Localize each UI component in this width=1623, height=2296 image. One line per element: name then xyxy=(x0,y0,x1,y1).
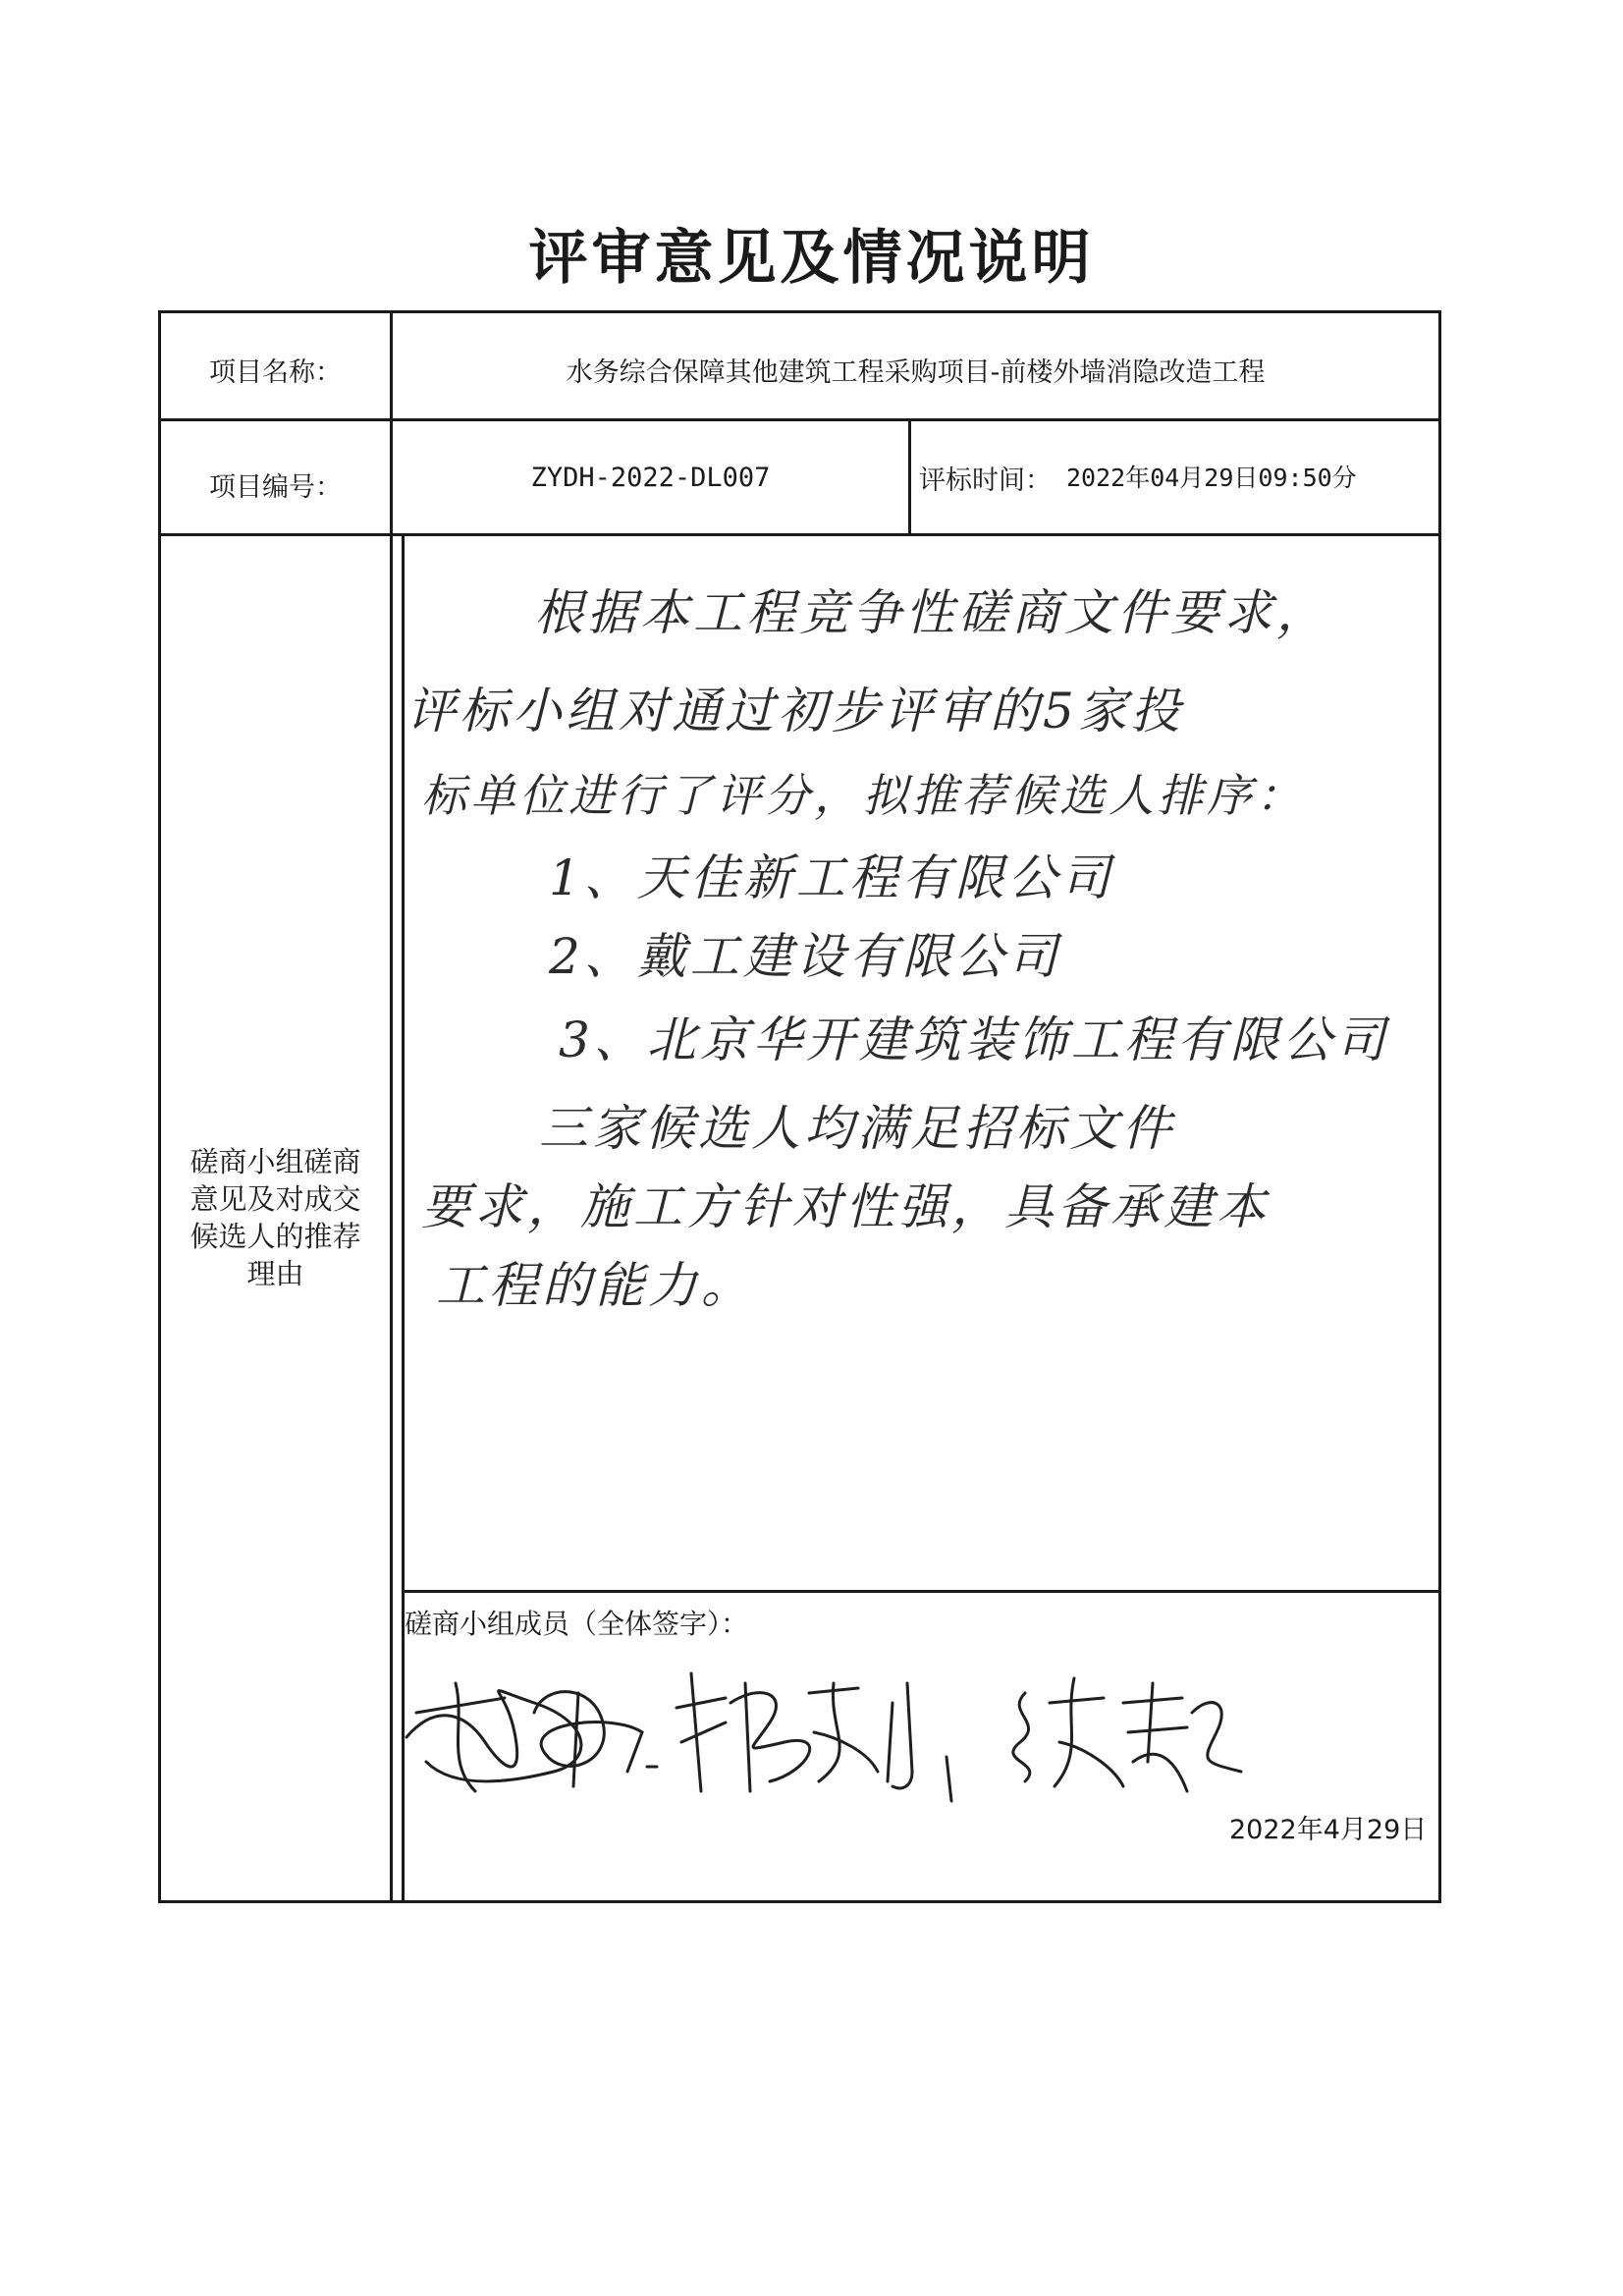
project-name-label: 项目名称： xyxy=(209,357,342,388)
signature-2 xyxy=(676,1673,951,1801)
handwritten-line: 标单位进行了评分，拟推荐候选人排序： xyxy=(421,769,1305,822)
handwritten-line: 3、北京华开建筑装饰工程有限公司 xyxy=(559,1011,1389,1068)
handwritten-line: 根据本工程竞争性磋商文件要求， xyxy=(534,584,1329,641)
eval-time-label: 评标时间： xyxy=(919,465,1052,496)
reason-label-line: 磋商小组磋商 xyxy=(189,1145,361,1178)
signature-1 xyxy=(406,1683,657,1791)
signatures xyxy=(397,1644,1379,1821)
members-divider xyxy=(402,1590,1438,1593)
handwritten-line: 评标小组对通过初步评审的5家投 xyxy=(406,683,1184,739)
handwritten-line: 要求，施工方针对性强，具备承建本 xyxy=(421,1178,1270,1235)
reason-label-line: 意见及对成交 xyxy=(189,1182,361,1216)
sign-date: 2022年4月29日 xyxy=(1229,1815,1428,1845)
project-number-label: 项目编号： xyxy=(209,472,342,503)
row-divider-2 xyxy=(161,533,1438,536)
handwritten-line: 工程的能力。 xyxy=(436,1257,754,1314)
handwritten-line: 1、天佳新工程有限公司 xyxy=(549,849,1114,906)
reason-label-line: 理由 xyxy=(246,1257,304,1290)
handwritten-line: 三家候选人均满足招标文件 xyxy=(539,1100,1175,1157)
review-form-table xyxy=(158,310,1441,1903)
row-divider-1 xyxy=(161,418,1438,421)
handwritten-line: 2、戴工建设有限公司 xyxy=(549,928,1061,985)
label-column-divider xyxy=(390,313,393,1900)
page-title: 评审意见及情况说明 xyxy=(528,224,1095,293)
signature-3 xyxy=(1013,1678,1241,1791)
eval-time-value: 2022年04月29日09:50分 xyxy=(1066,464,1357,492)
project-number-value: ZYDH-2022-DL007 xyxy=(530,463,771,493)
project-name-value: 水务综合保障其他建筑工程采购项目-前楼外墙消隐改造工程 xyxy=(566,357,1266,388)
reason-label xyxy=(161,1143,390,1292)
members-label: 磋商小组成员（全体签字）： xyxy=(405,1608,749,1640)
reason-label-line: 候选人的推荐 xyxy=(189,1220,361,1253)
eval-time-divider xyxy=(908,421,911,533)
